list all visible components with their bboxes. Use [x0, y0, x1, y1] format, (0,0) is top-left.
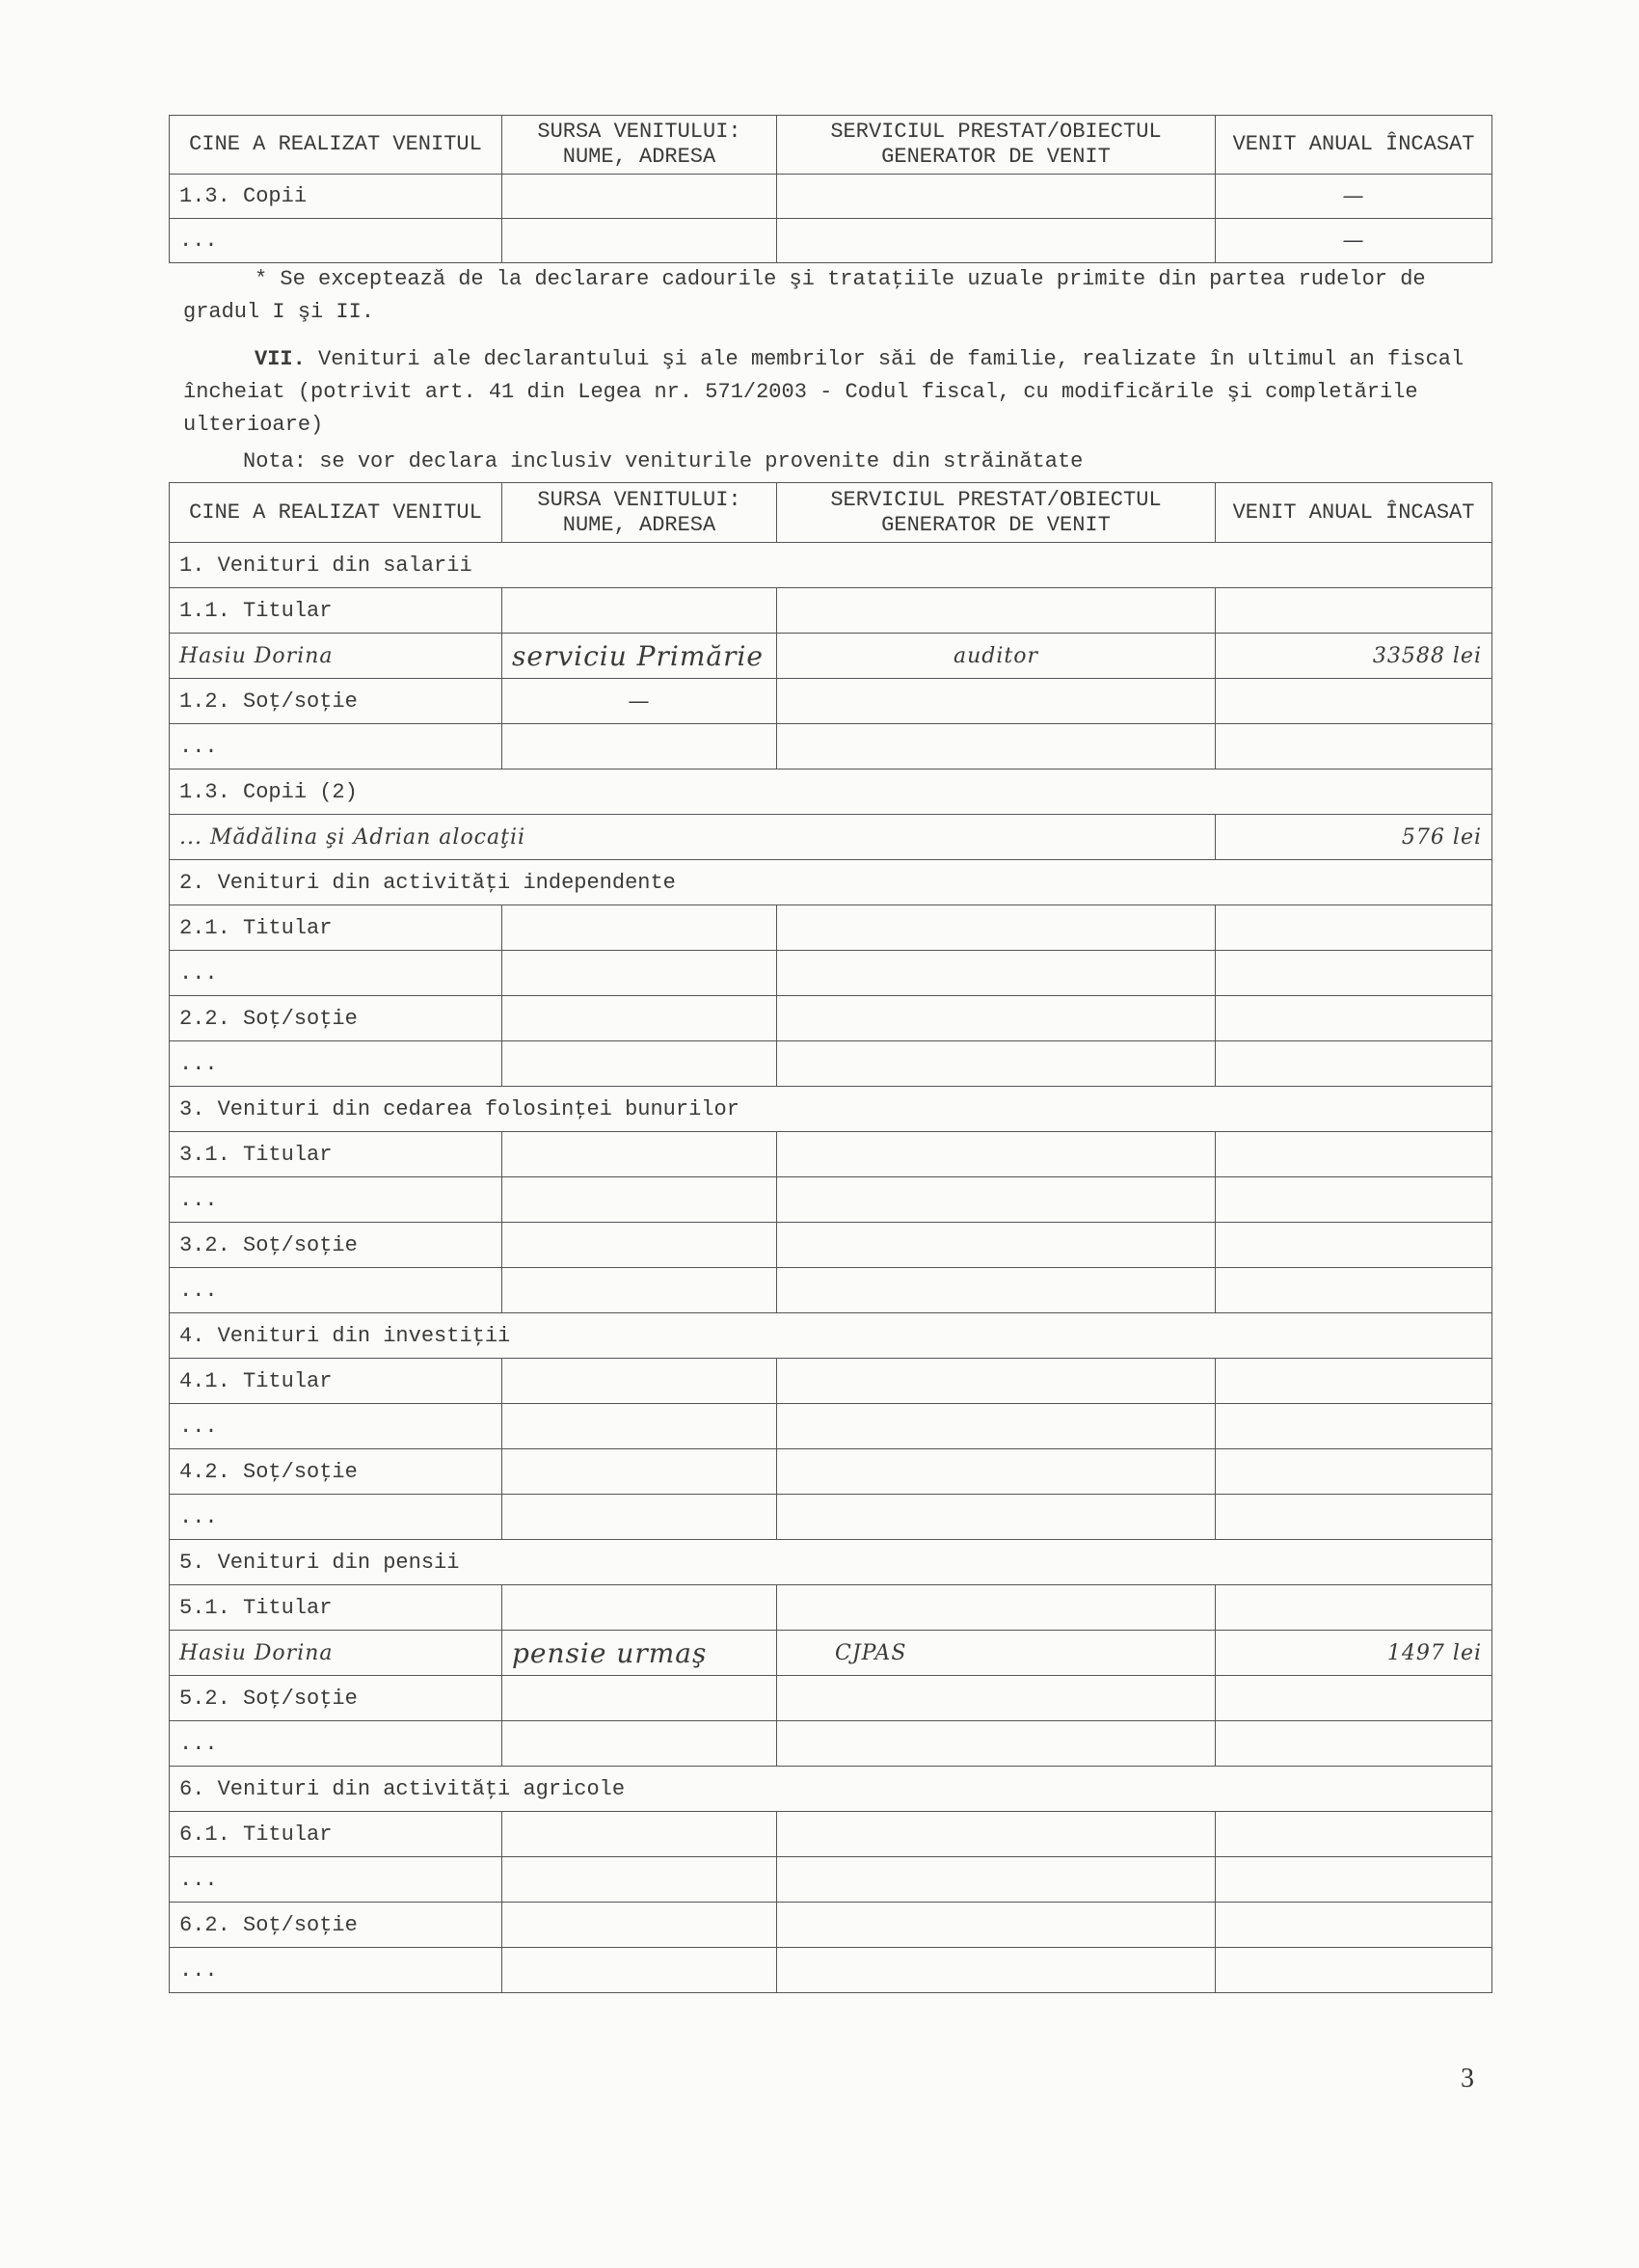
- empty-cell: [777, 1177, 1216, 1223]
- empty-cell: [502, 1585, 777, 1631]
- row-label: ...: [170, 1857, 502, 1903]
- section-investments: 4. Venituri din investiţii: [170, 1313, 1492, 1359]
- empty-cell: [777, 1449, 1216, 1495]
- empty-cell: [777, 1903, 1216, 1948]
- table-row: [170, 815, 1492, 860]
- header-who: CINE A REALIZAT VENITUL: [170, 483, 502, 543]
- empty-cell: [777, 996, 1216, 1041]
- empty-cell: [777, 1676, 1216, 1721]
- empty-cell: [777, 1948, 1216, 1993]
- section-row: [170, 860, 1492, 905]
- table-row: [170, 1359, 1492, 1404]
- empty-cell: [777, 1041, 1216, 1087]
- empty-cell: [777, 724, 1216, 770]
- empty-cell: [1216, 1449, 1492, 1495]
- table-row: [170, 1223, 1492, 1268]
- empty-cell: [777, 1404, 1216, 1449]
- row-label: ...: [170, 1404, 502, 1449]
- header-service: SERVICIUL PRESTAT/OBIECTUL GENERATOR DE VENIT: [777, 116, 1216, 175]
- table-row: [170, 1721, 1492, 1767]
- empty-cell: [502, 1223, 777, 1268]
- empty-cell: [1216, 1903, 1492, 1948]
- empty-cell: [502, 951, 777, 996]
- table-row: [170, 1631, 1492, 1676]
- table-row: [170, 1495, 1492, 1540]
- handwritten-children: ... Mădălina şi Adrian alocaţii: [170, 815, 1216, 860]
- table-row: [170, 770, 1492, 815]
- empty-cell: [777, 951, 1216, 996]
- table-row: [170, 951, 1492, 996]
- table-row: [170, 1948, 1492, 1993]
- empty-cell: [777, 1857, 1216, 1903]
- empty-cell: [502, 1812, 777, 1857]
- header-amount: VENIT ANUAL ÎNCASAT: [1216, 483, 1492, 543]
- empty-cell: [1216, 996, 1492, 1041]
- empty-cell: [777, 1132, 1216, 1177]
- handwritten-amount: 576 lei: [1216, 815, 1492, 860]
- table-row: [170, 1449, 1492, 1495]
- empty-cell: [1216, 1585, 1492, 1631]
- handwritten-value: —: [1216, 175, 1492, 219]
- empty-cell: [1216, 1041, 1492, 1087]
- section-salaries: 1. Venituri din salarii: [170, 543, 1492, 588]
- handwritten-name: Hasiu Dorina: [170, 634, 502, 679]
- empty-cell: [502, 1948, 777, 1993]
- table-row: [170, 634, 1492, 679]
- row-label: ...: [170, 219, 502, 263]
- empty-cell: [502, 1177, 777, 1223]
- section-row: [170, 1767, 1492, 1812]
- row-label: ...: [170, 1721, 502, 1767]
- section-agriculture: 6. Venituri din activităţi agricole: [170, 1767, 1492, 1812]
- empty-cell: [502, 724, 777, 770]
- row-label: 5.2. Soţ/soţie: [170, 1676, 502, 1721]
- section-property-use: 3. Venituri din cedarea folosinţei bunurilor: [170, 1087, 1492, 1132]
- empty-cell: [1216, 1495, 1492, 1540]
- row-label: ...: [170, 1041, 502, 1087]
- table-header-row: [170, 483, 1492, 543]
- table-row: [170, 1585, 1492, 1631]
- row-label: 6.2. Soţ/soţie: [170, 1903, 502, 1948]
- empty-cell: [1216, 679, 1492, 724]
- header-amount: VENIT ANUAL ÎNCASAT: [1216, 116, 1492, 175]
- empty-cell: [502, 1903, 777, 1948]
- empty-cell: [777, 1223, 1216, 1268]
- row-label: 4.2. Soţ/soţie: [170, 1449, 502, 1495]
- table-row: [170, 1177, 1492, 1223]
- row-label: 3.1. Titular: [170, 1132, 502, 1177]
- empty-cell: [1216, 951, 1492, 996]
- handwritten-source: serviciu Primărie: [502, 634, 777, 679]
- row-label: 1.1. Titular: [170, 588, 502, 634]
- section-row: [170, 1313, 1492, 1359]
- handwritten-value: —: [1216, 219, 1492, 263]
- row-label: ...: [170, 1495, 502, 1540]
- row-label: 1.3. Copii (2): [170, 770, 1492, 815]
- empty-cell: [777, 1495, 1216, 1540]
- table-row: [170, 905, 1492, 951]
- empty-cell: [502, 1495, 777, 1540]
- header-source: SURSA VENITULUI: NUME, ADRESA: [502, 483, 777, 543]
- empty-cell: [502, 1041, 777, 1087]
- table-row: [170, 175, 1492, 219]
- row-label: 3.2. Soţ/soţie: [170, 1223, 502, 1268]
- empty-cell: [777, 1268, 1216, 1313]
- empty-cell: [502, 1857, 777, 1903]
- section-text: Venituri ale declarantului şi ale membrilor săi de familie, realizate în ultimul an fiscal încheiat (potrivit art. 41 din Legea nr. 571/2003 - Codul fiscal, cu modificările şi completările ulterioare): [183, 347, 1464, 437]
- income-table-continuation: [169, 115, 1492, 263]
- table-row: [170, 1903, 1492, 1948]
- empty-cell: [777, 905, 1216, 951]
- section-row: [170, 543, 1492, 588]
- empty-cell: [777, 1585, 1216, 1631]
- section-vii-heading: [183, 343, 1475, 442]
- section-independent: 2. Venituri din activităţi independente: [170, 860, 1492, 905]
- empty-cell: [1216, 1857, 1492, 1903]
- section-pensions: 5. Venituri din pensii: [170, 1540, 1492, 1585]
- empty-cell: [1216, 1676, 1492, 1721]
- table-row: [170, 219, 1492, 263]
- handwritten-amount: 33588 lei: [1216, 634, 1492, 679]
- empty-cell: [777, 1721, 1216, 1767]
- empty-cell: [1216, 1721, 1492, 1767]
- empty-cell: [502, 1132, 777, 1177]
- empty-cell: [1216, 905, 1492, 951]
- empty-cell: [502, 588, 777, 634]
- table-row: [170, 1268, 1492, 1313]
- empty-cell: [777, 679, 1216, 724]
- empty-cell: [502, 1721, 777, 1767]
- row-label: 5.1. Titular: [170, 1585, 502, 1631]
- row-label: ...: [170, 1177, 502, 1223]
- section-note: Nota: se vor declara inclusiv veniturile provenite din străinătate: [243, 449, 1084, 473]
- empty-cell: [502, 1359, 777, 1404]
- table-row: [170, 1676, 1492, 1721]
- table-row: [170, 1041, 1492, 1087]
- empty-cell: [502, 1404, 777, 1449]
- row-label: 1.3. Copii: [170, 175, 502, 219]
- table-row: [170, 679, 1492, 724]
- empty-cell: [1216, 1177, 1492, 1223]
- empty-cell: [1216, 724, 1492, 770]
- empty-cell: [1216, 1268, 1492, 1313]
- empty-cell: [1216, 1132, 1492, 1177]
- handwritten-source: pensie urmaş: [502, 1631, 777, 1676]
- row-label: ...: [170, 724, 502, 770]
- handwritten-service: auditor: [777, 634, 1216, 679]
- row-label: ...: [170, 951, 502, 996]
- empty-cell: [1216, 1812, 1492, 1857]
- empty-cell: [1216, 1223, 1492, 1268]
- handwritten-value: —: [502, 679, 777, 724]
- empty-cell: [1216, 1404, 1492, 1449]
- table-row: [170, 996, 1492, 1041]
- handwritten-service: CJPAS: [777, 1631, 1216, 1676]
- table-row: [170, 1404, 1492, 1449]
- empty-cell: [502, 996, 777, 1041]
- row-label: 4.1. Titular: [170, 1359, 502, 1404]
- header-source: SURSA VENITULUI: NUME, ADRESA: [502, 116, 777, 175]
- empty-cell: [1216, 1948, 1492, 1993]
- table-row: [170, 1132, 1492, 1177]
- row-label: ...: [170, 1948, 502, 1993]
- empty-cell: [1216, 1359, 1492, 1404]
- row-label: 2.1. Titular: [170, 905, 502, 951]
- table-row: [170, 1812, 1492, 1857]
- row-label: 6.1. Titular: [170, 1812, 502, 1857]
- handwritten-name: Hasiu Dorina: [170, 1631, 502, 1676]
- empty-cell: [1216, 588, 1492, 634]
- empty-cell: [777, 588, 1216, 634]
- header-service: SERVICIUL PRESTAT/OBIECTUL GENERATOR DE VENIT: [777, 483, 1216, 543]
- empty-cell: [502, 1449, 777, 1495]
- empty-cell: [502, 1268, 777, 1313]
- table-header-row: [170, 116, 1492, 175]
- row-label: ...: [170, 1268, 502, 1313]
- header-who: CINE A REALIZAT VENITUL: [170, 116, 502, 175]
- table-row: [170, 588, 1492, 634]
- income-table: [169, 482, 1492, 1993]
- table-row: [170, 1857, 1492, 1903]
- section-number: VII.: [255, 347, 306, 371]
- empty-cell: [777, 1359, 1216, 1404]
- page-number: 3: [1461, 2064, 1474, 2093]
- row-label: 2.2. Soţ/soţie: [170, 996, 502, 1041]
- empty-cell: [502, 1676, 777, 1721]
- handwritten-amount: 1497 lei: [1216, 1631, 1492, 1676]
- section-row: [170, 1540, 1492, 1585]
- row-label: 1.2. Soţ/soţie: [170, 679, 502, 724]
- empty-cell: [502, 905, 777, 951]
- section-row: [170, 1087, 1492, 1132]
- table-row: [170, 724, 1492, 770]
- footnote: * Se exceptează de la declarare cadourile şi trataţiile uzuale primite din partea rudelor de gradul I şi II.: [183, 267, 1426, 324]
- empty-cell: [777, 1812, 1216, 1857]
